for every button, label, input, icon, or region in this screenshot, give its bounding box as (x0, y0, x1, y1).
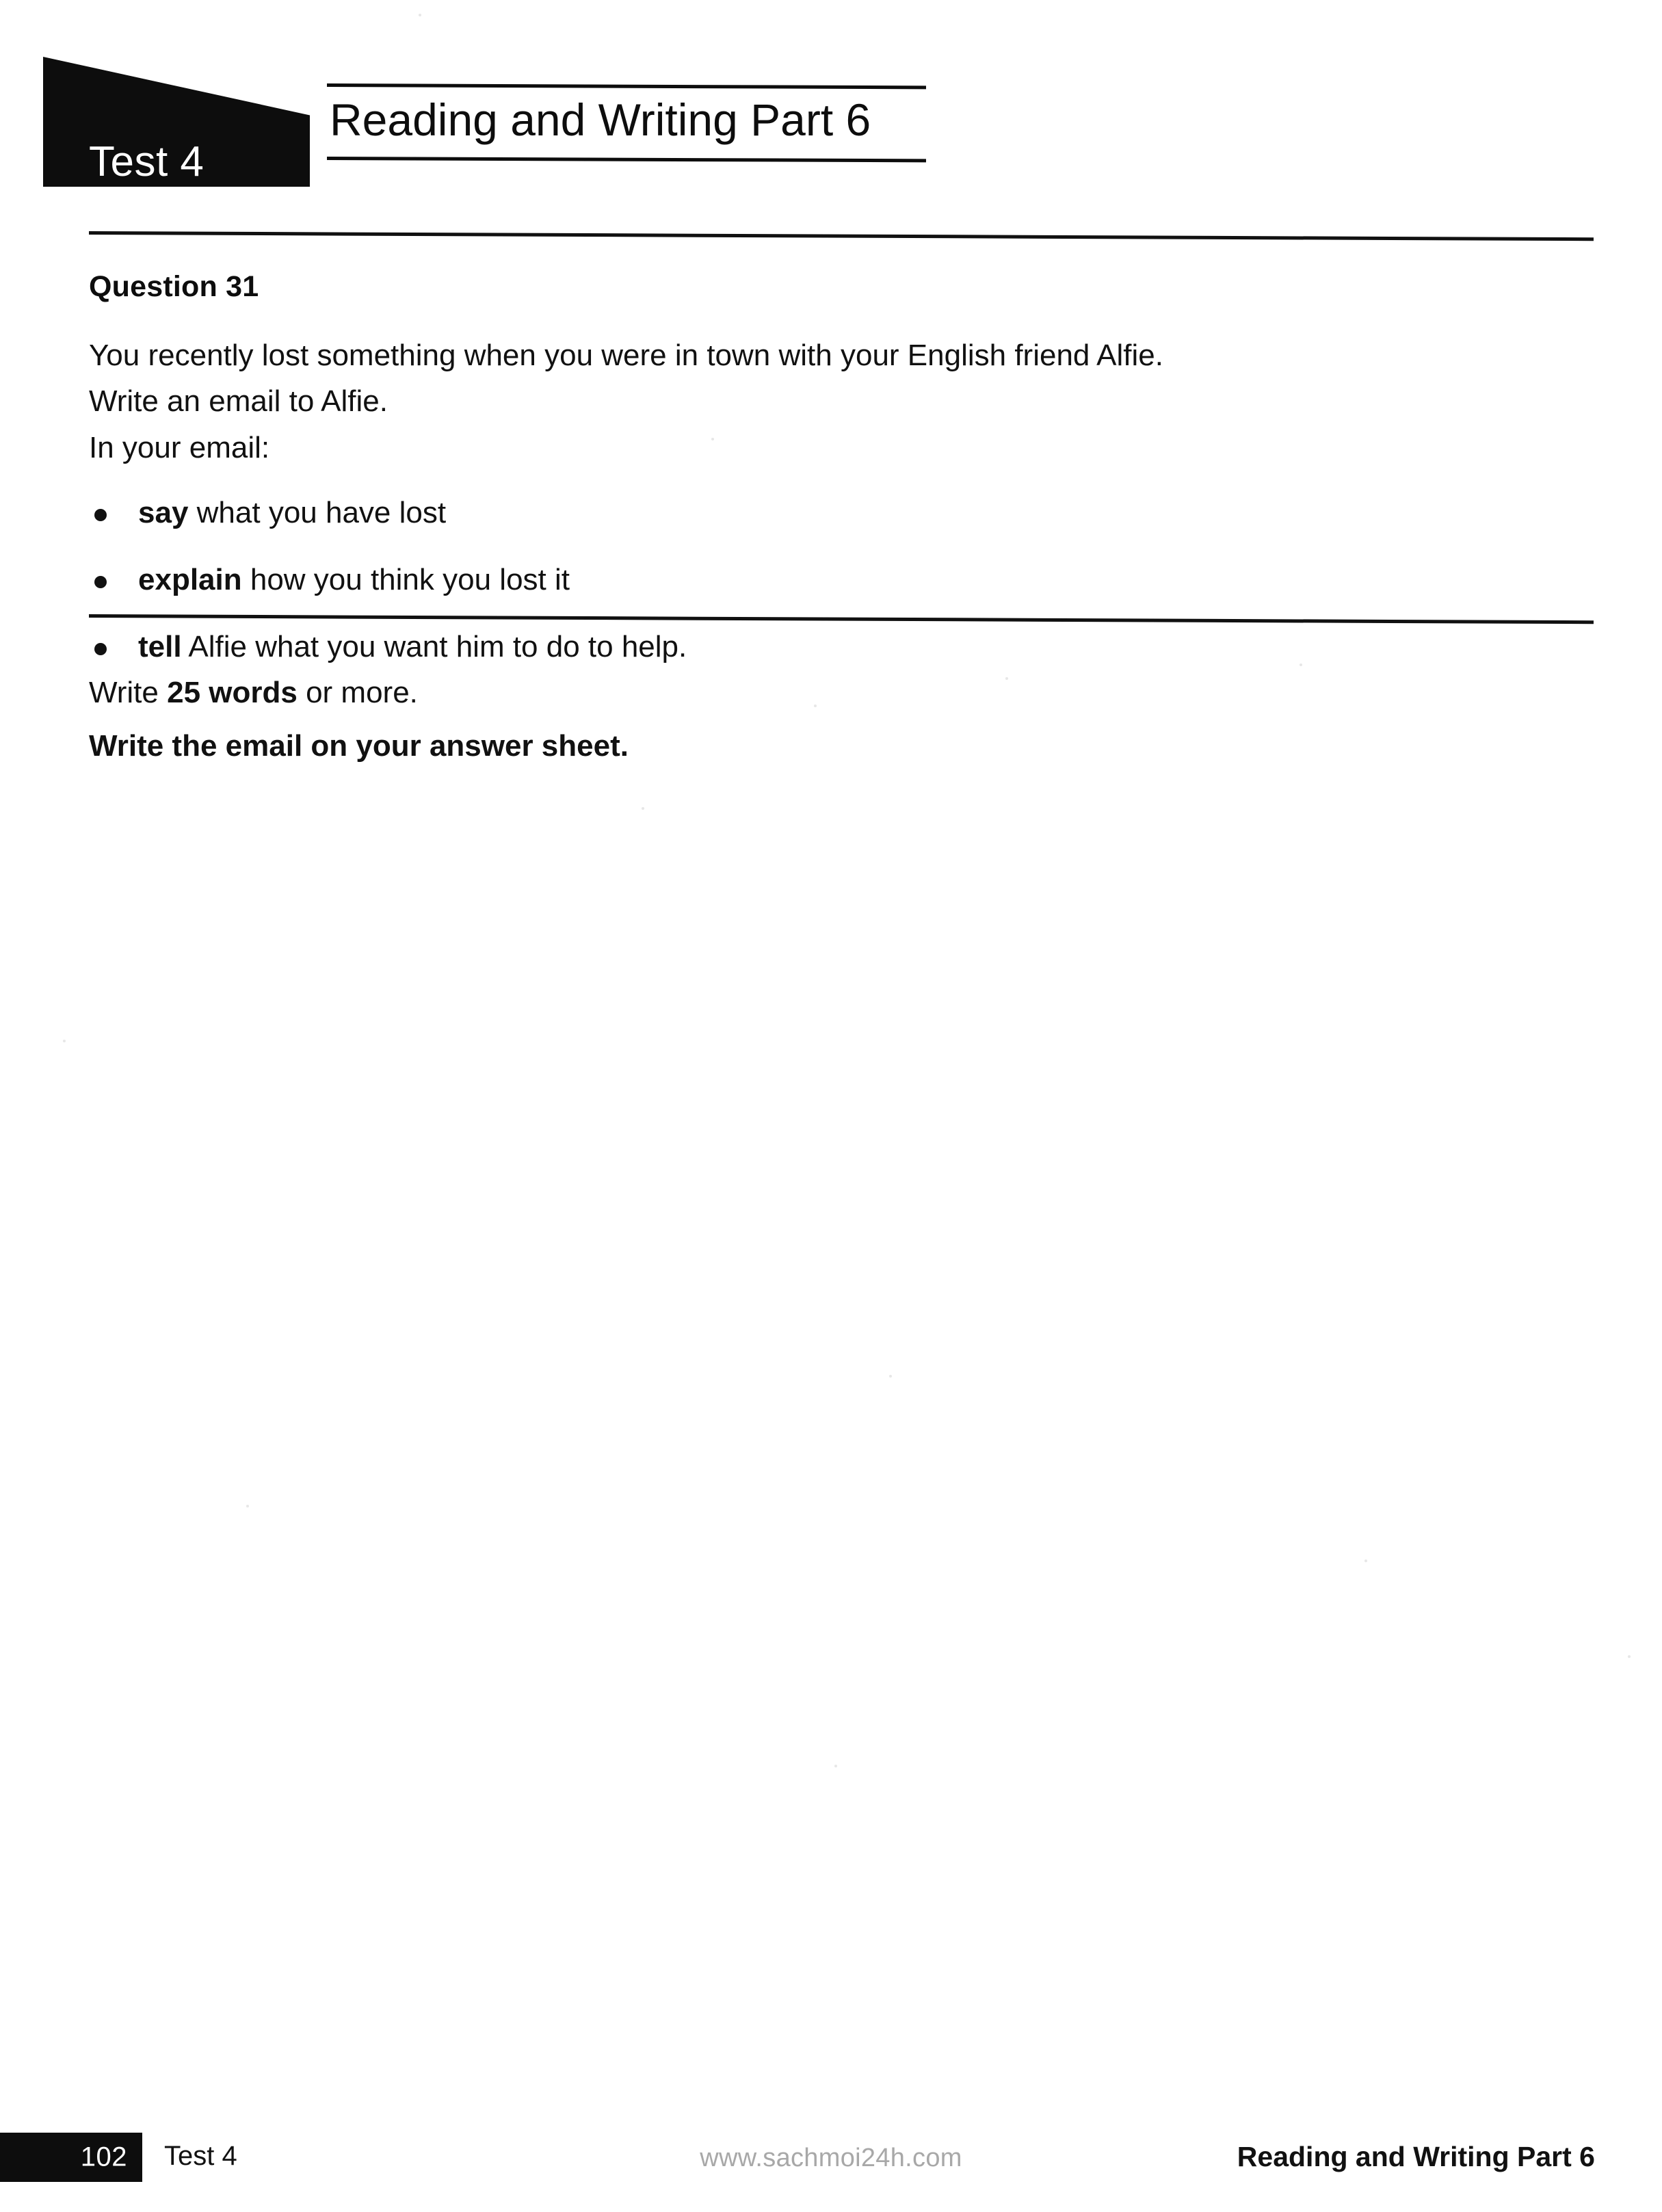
bullet-text: how you think you lost it (241, 562, 570, 596)
word-count-instruction (89, 674, 1594, 712)
footer-test-label: Test 4 (164, 2141, 237, 2171)
question-intro-line: You recently lost something when you were in town with your English friend Alfie. (89, 339, 1164, 372)
instructions-block (89, 674, 1594, 766)
bullet-keyword: say (138, 496, 189, 530)
question-intro-line: Write an email to Alfie. (89, 384, 388, 419)
question-label: Question 31 (89, 270, 259, 303)
list-item (89, 629, 1594, 666)
bullet-dot-icon (94, 643, 107, 655)
answer-sheet-instruction: Write the email on your answer sheet. (89, 729, 629, 763)
list-item (89, 562, 1594, 598)
test-banner-label: Test 4 (89, 138, 205, 185)
header-rule-bottom (327, 157, 926, 162)
task-bullet-list (89, 495, 1594, 665)
question-intro-line: In your email: (89, 430, 270, 464)
bullet-dot-icon (94, 509, 107, 521)
footer-watermark: www.sachmoi24h.com (700, 2144, 962, 2172)
word-count-prefix: Write (89, 676, 168, 709)
bullet-keyword: tell (138, 629, 182, 663)
page-number: 102 (80, 2142, 127, 2172)
word-count-suffix: or more. (297, 676, 418, 709)
page-title: Reading and Writing Part 6 (330, 94, 871, 145)
list-item (89, 495, 1594, 531)
word-count-value: 25 words (167, 676, 298, 709)
bullet-keyword: explain (138, 562, 242, 596)
divider-top (89, 231, 1594, 241)
footer-section-label: Reading and Writing Part 6 (1237, 2141, 1595, 2172)
page-header (0, 0, 1662, 205)
header-title-block (327, 83, 929, 160)
page-footer (0, 2120, 1662, 2212)
question-block (89, 270, 1594, 666)
bullet-text: what you have lost (188, 496, 447, 530)
bullet-text: Alfie what you want him to do to help. (181, 629, 687, 663)
bullet-dot-icon (94, 576, 107, 588)
